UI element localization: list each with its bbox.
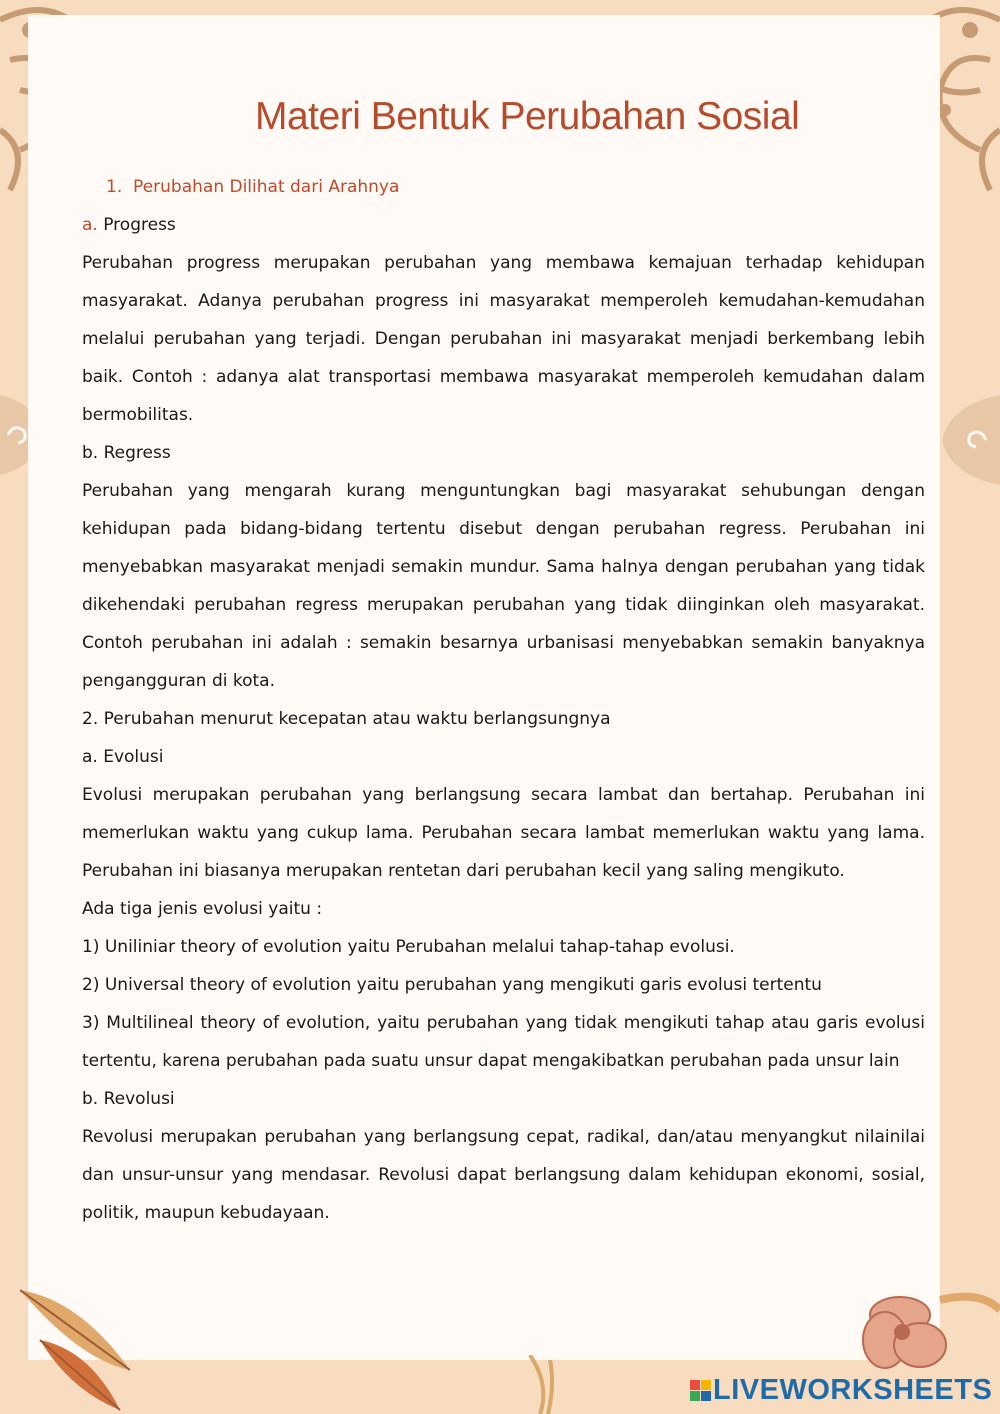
page-title: Materi Bentuk Perubahan Sosial — [255, 95, 800, 138]
logo-icon — [690, 1380, 711, 1401]
paragraph-progress: Perubahan progress merupakan perubahan yang membawa kemajuan terhadap kehidupan masyarakat. Adanya perubahan progress ini masyarakat memperoleh kemudahan-kemudahan melalui perubahan yang terjadi. Dengan perubahan ini masyarakat menjadi berkembang lebih baik. Contoh : adanya alat transportasi membawa masyarakat memperoleh kemudahan dalam bermobilitas. — [82, 253, 925, 425]
progress-label: Progress — [103, 215, 176, 235]
evolution-type-1: 1) Uniliniar theory of evolution yaitu Perubahan melalui tahap-tahap evolusi. — [82, 937, 735, 957]
evolution-type-3: 3) Multilineal theory of evolution, yaitu perubahan yang tidak mengikuti tahap atau garis evolusi tertentu, karena perubahan pada suatu unsur dapat mengakibatkan perubahan pada unsur lain — [82, 1013, 925, 1071]
section-1-heading — [82, 168, 925, 206]
liveworksheets-logo — [690, 1374, 992, 1406]
paragraph-evolusi: Evolusi merupakan perubahan yang berlangsung secara lambat dan bertahap. Perubahan ini memerlukan waktu yang cukup lama. Perubahan secara lambat memerlukan waktu yang lama. Perubahan ini biasanya merupakan rentetan dari perubahan kecil yang saling mengikuto. — [82, 785, 925, 881]
subheading-regress: b. Regress — [82, 443, 171, 463]
leaf-ornament-bottom-center — [520, 1355, 570, 1414]
swirl-ornament-right — [940, 395, 1000, 485]
paragraph-revolusi: Revolusi merupakan perubahan yang berlangsung cepat, radikal, dan/atau menyangkut nilainilai dan unsur-unsur yang mendasar. Revolusi dapat berlangsung dalam kehidupan ekonomi, sosial, politik, maupun kebudayaan. — [82, 1127, 925, 1223]
evolution-type-2: 2) Universal theory of evolution yaitu perubahan yang mengikuti garis evolusi tertentu — [82, 975, 822, 995]
flower-ornament-bottom-right — [840, 1270, 1000, 1380]
evolution-types-intro: Ada tiga jenis evolusi yaitu : — [82, 899, 323, 919]
paragraph-regress: Perubahan yang mengarah kurang menguntungkan bagi masyarakat sehubungan dengan kehidupan pada bidang-bidang tertentu disebut dengan perubahan regress. Perubahan ini menyebabkan masyarakat menjadi semakin mundur. Sama halnya dengan perubahan yang tidak dikehendaki perubahan regress merupakan perubahan yang tidak diinginkan oleh masyarakat. Contoh perubahan ini adalah : semakin besarnya urbanisasi menyebabkan semakin banyaknya pengangguran di kota. — [82, 481, 925, 691]
subheading-progress — [82, 206, 925, 244]
section-1-number: 1. — [106, 177, 123, 197]
progress-marker: a. — [82, 215, 98, 235]
content-body — [82, 168, 925, 1232]
section-2-heading: 2. Perubahan menurut kecepatan atau waktu berlangsungnya — [82, 709, 611, 729]
leaf-ornament-bottom-left — [20, 1280, 170, 1414]
subheading-evolusi: a. Evolusi — [82, 747, 164, 767]
section-1-title: Perubahan Dilihat dari Arahnya — [133, 177, 400, 197]
subheading-revolusi: b. Revolusi — [82, 1089, 175, 1109]
logo-text: LIVEWORKSHEETS — [713, 1373, 993, 1406]
